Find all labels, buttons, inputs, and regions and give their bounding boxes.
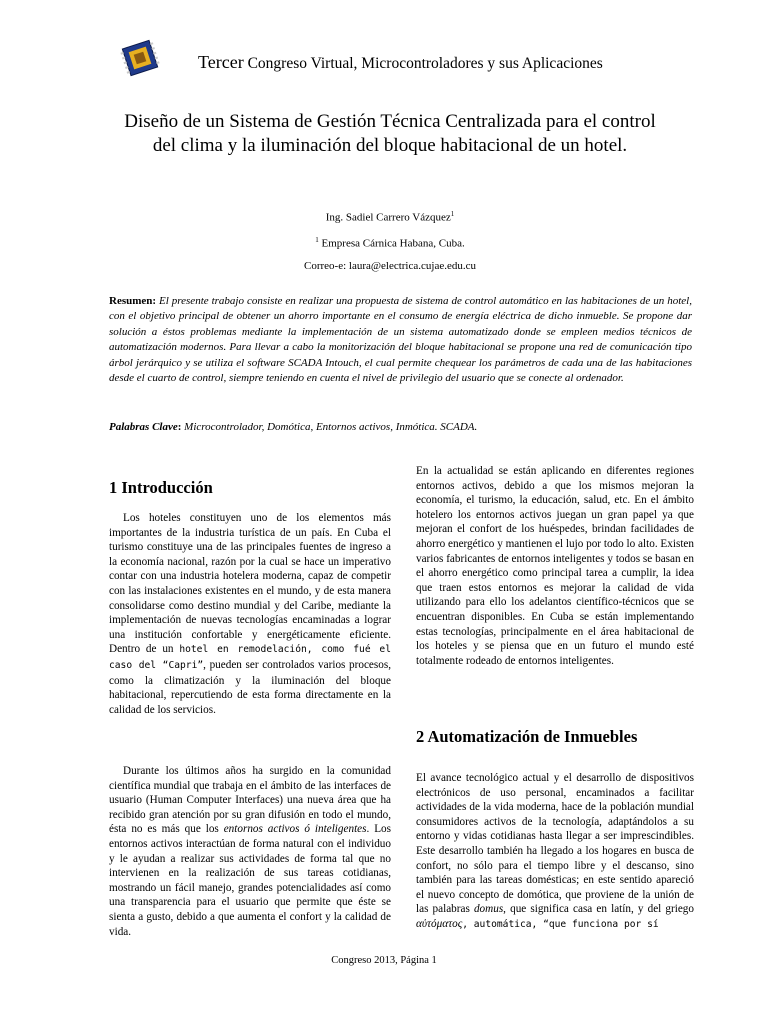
title-line-2: del clima y la iluminación del bloque habitacional de un hotel.	[152, 135, 628, 156]
author-name-line	[180, 203, 600, 229]
conference-header	[198, 52, 738, 73]
auto-p1-em: domus	[473, 903, 504, 916]
intro-p1-b: , pueden ser controlados varios procesos, como la climatización y la iluminación del bloque habitacional, repercutiendo de esta forma directamente en la calidad de los servicios.	[109, 658, 391, 716]
intro-p2-em: entornos activos ó inteligentes	[223, 823, 367, 836]
title-line-1: Diseño de un Sistema de Gestión Técnica Centralizada para el control	[124, 111, 656, 132]
intro-p1-a: Los hoteles constituyen uno de los elementos más importantes de la industria turística de un país. En Cuba el turismo constituye una de las principales fuentes de ingreso a la economía nacional, razón por la cual se hace un imperativo contar con una industria hotelera moderna, capaz de competir con las instalaciones existentes en el mundo, y de esta manera consolidarse como destino mundial y del Caribe, mediante la implementación de nuevas tecnologías encaminadas a lograr una institución confortable y energéticamente eficiente. Dentro de un	[109, 512, 391, 656]
section-2-heading: 2 Automatización de Inmuebles	[416, 727, 638, 746]
affiliation-line	[180, 229, 600, 255]
right-paragraph-1	[416, 464, 694, 668]
section-1-heading: 1 Introducción	[109, 478, 213, 497]
auto-p1-b: , que significa casa en latín, y del griego	[503, 903, 694, 916]
right-p1: En la actualidad se están aplicando en diferentes regiones entornos activos, debido a que los mismos mejoran la economía, el turismo, la educación, salud, etc. En el ámbito hotelero los entornos activos juegan un gran papel ya que mejoran el confort de los huéspedes, brindan facilidades de ahorro energético y mantienen el lujo por todo lo alto. Existen varios fabricantes de entornos inteligentes y todos se basan en el ahorro energético como principal tarea a cumplir, la idea que traen estos entornos es mejorar la calidad de vida utilizando para ello los adelantos científico-técnicos que se encuentran disponibles. En Cuba se están implementando estas tecnologías, principalmente en el área habitacional de los hoteles y se piensa que en un futuro el mundo esté totalmente rodeado de entornos inteligentes.	[416, 465, 694, 667]
keywords-text: Microcontrolador, Domótica, Entornos activos, Inmótica. SCADA.	[181, 421, 478, 433]
header-first-word: Tercer	[198, 52, 244, 72]
abstract-label: Resumen:	[109, 295, 157, 307]
author-sup: 1	[450, 210, 455, 218]
keywords-colon: :	[177, 421, 182, 433]
author-name: Ing. Sadiel Carrero Vázquez	[325, 211, 451, 224]
intro-p2-a: Durante los últimos años ha surgido en la comunidad científica mundial que trabaja en el ámbito de las interfaces de usuario (Human Computer Interfaces) una nueva área que ha recibido gran atención por su gran difusión en todo el mundo, ésta no es más que los	[109, 765, 391, 836]
auto-p1-a: El avance tecnológico actual y el desarrollo de dispositivos electrónicos de uso personal, encaminados a facilitar actividades de la vida moderna, hace de la población mundial consumidores activos de la tecnología, adaptándolos a su entorno y vidas cotidianas hasta llegar a ser imprescindibles. Este desarrollo también ha llegado a los hogares en busca de confort, no sólo para el tiempo libre y el descanso, sino también para las tareas domésticas; en este sentido apareció el nuevo concepto de domótica, que proviene de la unión de las palabras	[416, 772, 694, 916]
intro-p1-mono: hotel en remodelación, como fué el caso del “Capri”	[109, 644, 391, 671]
author-email: Correo-e: laura@electrica.cujae.edu.cu	[304, 260, 476, 273]
intro-paragraph-2	[109, 764, 391, 939]
congress-logo-icon	[120, 38, 160, 78]
abstract	[109, 294, 692, 386]
keywords	[109, 420, 692, 435]
auto-p1-mono: , automática, “que funciona por sí	[462, 918, 659, 930]
author-block	[180, 203, 600, 278]
auto-p1-em2: αὐτόματος	[416, 917, 463, 930]
automation-paragraph	[416, 771, 694, 933]
intro-paragraph-1	[109, 511, 391, 717]
affil-sup: 1	[315, 236, 319, 245]
page-footer: Congreso 2013, Página 1	[331, 955, 437, 966]
paper-title	[90, 110, 690, 158]
intro-p2-b: . Los entornos activos interactúan de forma natural con el individuo y le ayudan a realizar sus actividades de forma tal que no intervienen en la realización de sus tareas cotidianas, mostrando un fácil manejo, grandes potencialidades así como una transparencia para el usuario que permite que éste se sienta a gusto, debido a que aumenta el confort y la calidad de vida.	[109, 823, 392, 938]
header-rest: Congreso Virtual, Microcontroladores y sus Aplicaciones	[243, 55, 603, 72]
abstract-text: El presente trabajo consiste en realizar una propuesta de sistema de control automático en las habitaciones de un hotel, con el objetivo principal de obtener un ahorro importante en el consumo de energía eléctrica de dicho inmueble. Se propone dar solución a éstos problemas mediante la implementación de un sistema automatizado donde se empleen medios técnicos de automatización modernos. Para llevar a cabo la monitorización del bloque habitacional se propone una red de comunicación tipo árbol jerárquico y se utiliza el software SCADA Intouch, el cual permite chequear los parámetros de cada una de las habitaciones desde el cuarto de control, siempre teniendo en cuenta el nivel de privilegio del usuario que se conecte al ordenador.	[109, 295, 692, 385]
keywords-label: Palabras Clave	[109, 421, 178, 433]
affiliation: Empresa Cárnica Habana, Cuba.	[318, 237, 465, 250]
